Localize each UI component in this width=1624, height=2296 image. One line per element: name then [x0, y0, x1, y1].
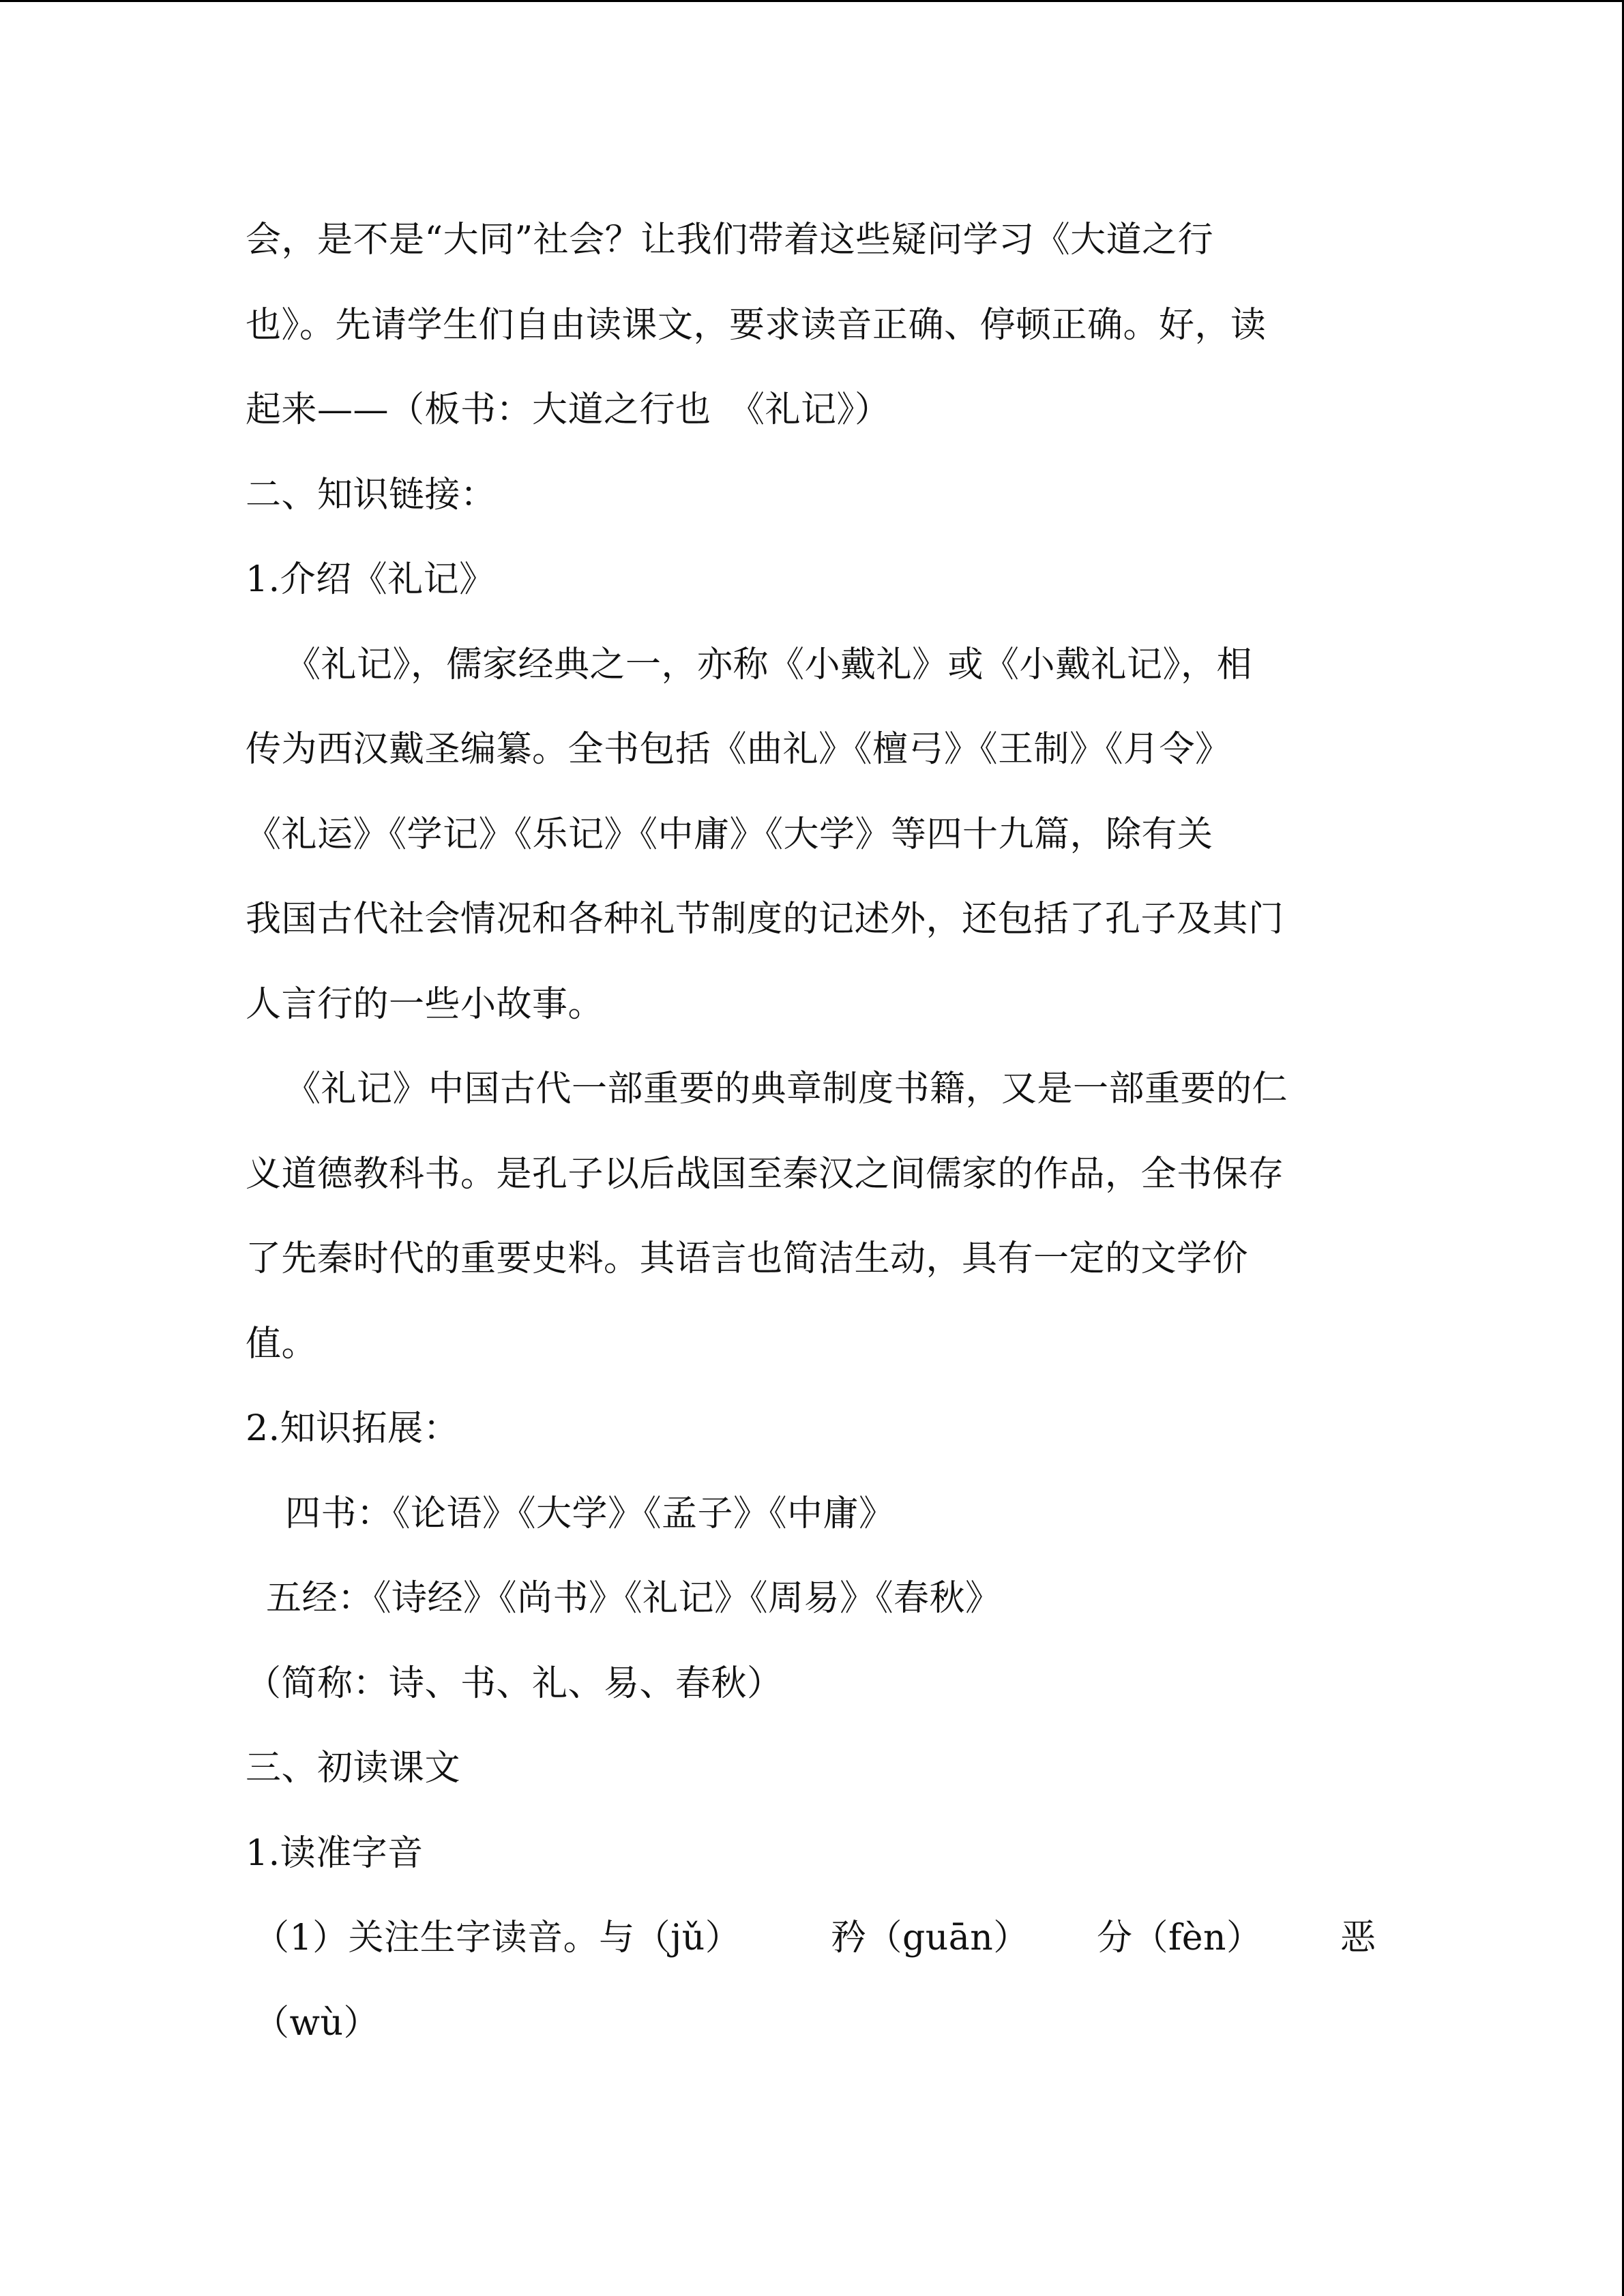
paragraph-line: 义道德教科书。是孔子以后战国至秦汉之间儒家的作品，全书保存: [246, 1154, 1284, 1195]
subsection-heading: 1.读准字音: [246, 1833, 424, 1874]
section-heading: 二、知识链接：: [246, 475, 497, 516]
page-top-border: [0, 0, 1624, 2]
subsection-heading: 1.介绍《礼记》: [246, 559, 495, 600]
pinyin-item-guan: 矜（guān）: [831, 1918, 1029, 1958]
paragraph-line: 会，是不是“大同”社会？让我们带着这些疑问学习《大道之行: [246, 220, 1214, 260]
five-classics-line: 五经：《诗经》《尚书》《礼记》《周易》《春秋》: [266, 1578, 1001, 1619]
paragraph-line: 也》。先请学生们自由读课文，要求读音正确、停顿正确。好，读: [246, 305, 1267, 346]
paragraph-line: 我国古代社会情况和各种礼节制度的记述外，还包括了孔子及其门: [246, 899, 1284, 940]
section-heading: 三、初读课文: [246, 1748, 461, 1789]
paragraph-line: 传为西汉戴圣编纂。全书包括《曲礼》《檀弓》《王制》《月令》: [246, 729, 1231, 770]
paragraph-line: 《礼运》《学记》《乐记》《中庸》《大学》等四十九篇，除有关: [246, 814, 1213, 855]
paragraph-line: 《礼记》中国古代一部重要的典章制度书籍，又是一部重要的仁: [285, 1069, 1288, 1109]
paragraph-line: 《礼记》，儒家经典之一，亦称《小戴礼》或《小戴礼记》，相: [285, 644, 1253, 685]
four-books-line: 四书：《论语》《大学》《孟子》《中庸》: [285, 1493, 895, 1534]
pinyin-line: [254, 1918, 741, 1958]
pinyin-item-fen: 分（fèn）: [1097, 1918, 1263, 1958]
paragraph-line: 值。: [246, 1324, 318, 1365]
abbreviation-line: （简称：诗、书、礼、易、春秋）: [246, 1663, 783, 1704]
pinyin-item-ju: （1）关注生字读音。与（jǔ）: [254, 1918, 741, 1958]
pinyin-item-wu: 恶: [1340, 1918, 1376, 1958]
pinyin-continuation: （wù）: [254, 2003, 380, 2044]
paragraph-line: 了先秦时代的重要史料。其语言也简洁生动，具有一定的文学价: [246, 1238, 1249, 1279]
paragraph-line: 起来——（板书：大道之行也 《礼记》）: [246, 389, 891, 430]
paragraph-line: 人言行的一些小故事。: [246, 984, 604, 1025]
subsection-heading: 2.知识拓展：: [246, 1408, 460, 1449]
